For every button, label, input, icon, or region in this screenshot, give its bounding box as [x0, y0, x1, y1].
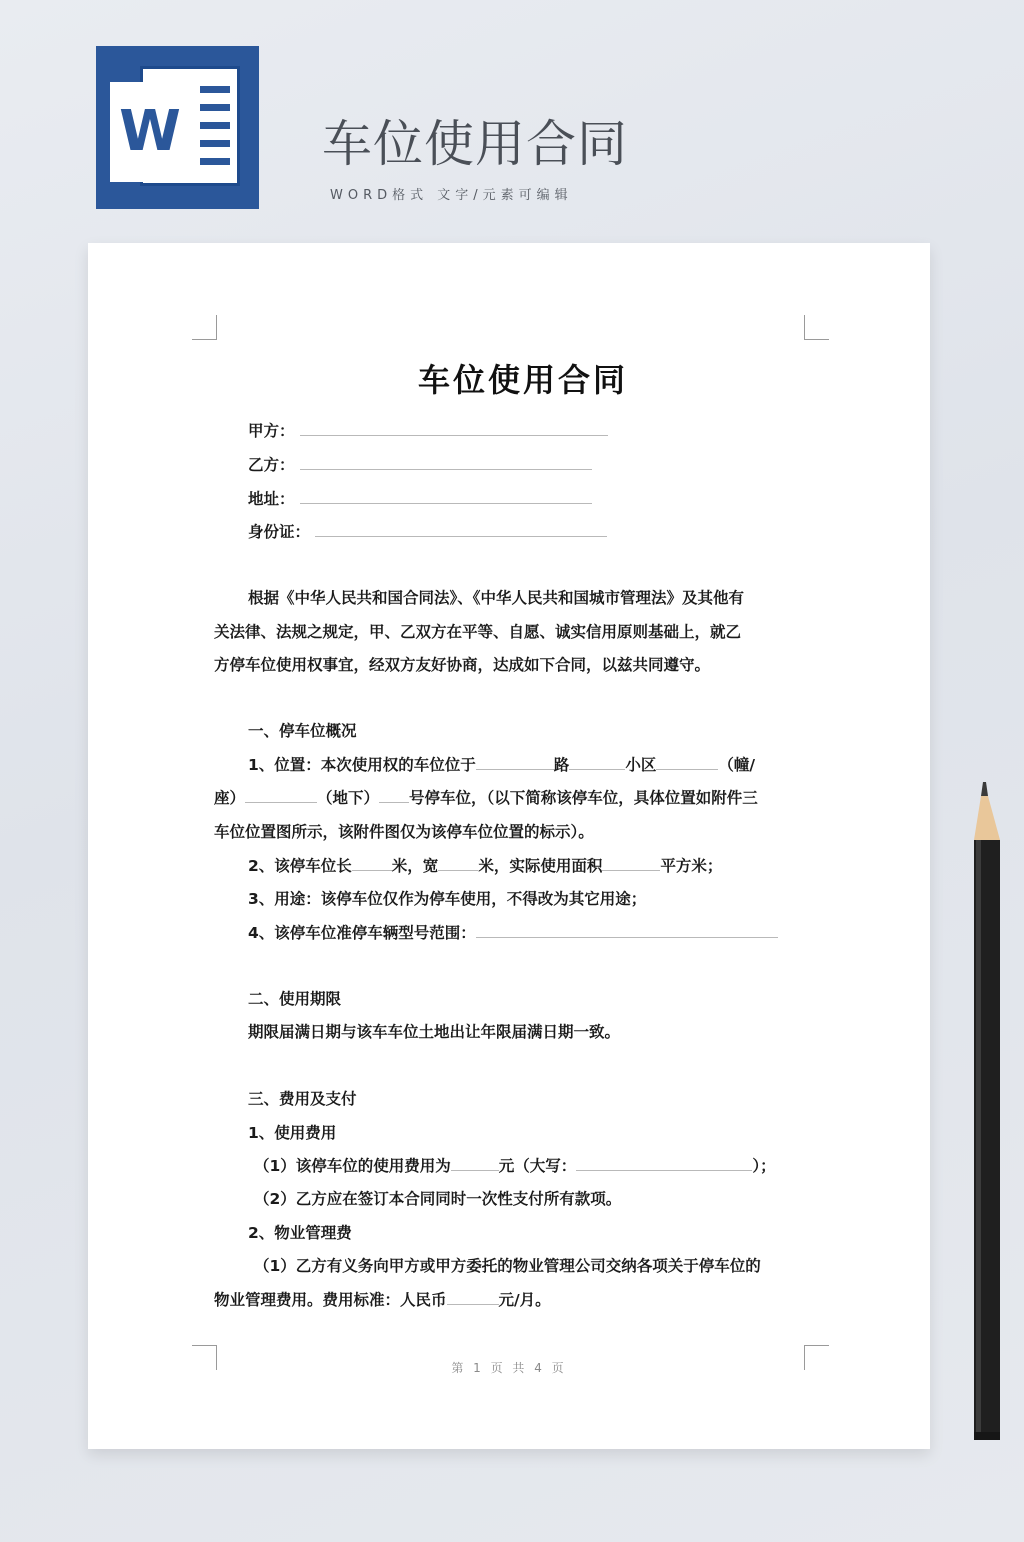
text-line-icon	[200, 104, 230, 111]
s1-item1-text-c: 小区	[625, 756, 657, 774]
id-card-blank[interactable]	[315, 520, 607, 537]
word-logo-icon	[96, 46, 259, 209]
page-number: 第 1 页 共 4 页	[451, 1361, 567, 1375]
s1-item1-text-a: 1、位置：本次使用权的车位位于	[248, 756, 476, 774]
s3-sub1: 1、使用费用	[248, 1124, 337, 1142]
width-blank[interactable]	[438, 854, 478, 871]
district-blank[interactable]	[569, 753, 625, 770]
s1-item2-text-a: 2、该停车位长	[248, 857, 352, 875]
s1-item1-line1	[248, 753, 755, 775]
s3-sub1-item2: （2）乙方应在签订本合同同时一次性支付所有款项。	[254, 1190, 622, 1208]
s1-item2-text-b: 米，宽	[391, 857, 439, 875]
party-b-blank[interactable]	[300, 453, 592, 470]
intro-line-2: 关法律、法规之规定，甲、乙双方在平等、自愿、诚实信用原则基础上，就乙	[214, 623, 742, 641]
party-b-label: 乙方：	[248, 456, 295, 474]
s3-sub2-item1-line2	[214, 1288, 551, 1310]
id-card-field	[248, 520, 607, 542]
party-a-field	[248, 419, 608, 441]
seat-blank[interactable]	[245, 786, 317, 803]
banner-title: 车位使用合同	[322, 115, 628, 173]
pencil-icon	[970, 782, 1004, 1444]
vehicle-type-blank[interactable]	[476, 921, 778, 938]
section-3-heading: 三、费用及支付	[248, 1090, 357, 1108]
area-blank[interactable]	[602, 854, 660, 871]
fee-uppercase-blank[interactable]	[576, 1154, 752, 1171]
word-letter: W	[110, 82, 190, 182]
s1-item4-text: 4、该停车位准停车辆型号范围：	[248, 924, 476, 942]
section-2-heading: 二、使用期限	[248, 990, 342, 1008]
address-label: 地址：	[248, 490, 295, 508]
s1-item4	[248, 921, 778, 943]
s3-sub1-item1	[254, 1154, 776, 1176]
mgmt-fee-text-c: 元/月。	[498, 1291, 551, 1309]
building-blank[interactable]	[656, 753, 718, 770]
document-page	[88, 243, 930, 1449]
intro-line-3: 方停车位使用权事宜，经双方友好协商，达成如下合同，以兹共同遵守。	[214, 656, 711, 674]
s1-item2	[248, 854, 722, 876]
party-b-field	[248, 453, 592, 475]
s1-item1-line3: 车位位置图所示，该附件图仅为该停车位位置的标示）。	[214, 823, 594, 841]
s1-item1-text-g: 号停车位，（以下简称该停车位，具体位置如附件三	[409, 789, 758, 807]
s1-item1-text-f: （地下）	[317, 789, 380, 807]
s3-sub2: 2、物业管理费	[248, 1224, 352, 1242]
address-field	[248, 487, 592, 509]
document-title: 车位使用合同	[417, 361, 628, 399]
section-2-text: 期限届满日期与该车车位土地出让年限届满日期一致。	[248, 1023, 621, 1041]
road-blank[interactable]	[476, 753, 554, 770]
s1-item2-text-d: 平方米；	[660, 857, 723, 875]
s1-item3: 3、用途：该停车位仅作为停车使用，不得改为其它用途；	[248, 890, 647, 908]
id-card-label: 身份证：	[248, 523, 311, 541]
text-line-icon	[200, 122, 230, 129]
mgmt-fee-text-b: 物业管理费用。费用标准：人民币	[214, 1291, 447, 1309]
text-line-icon	[200, 86, 230, 93]
text-line-icon	[200, 140, 230, 147]
section-1-heading: 一、停车位概况	[248, 722, 357, 740]
mgmt-fee-blank[interactable]	[447, 1288, 499, 1305]
address-blank[interactable]	[300, 487, 592, 504]
party-a-blank[interactable]	[300, 419, 608, 436]
corner-mark	[804, 315, 829, 340]
text-line-icon	[200, 158, 230, 165]
s1-item2-text-c: 米，实际使用面积	[478, 857, 603, 875]
corner-mark	[192, 315, 217, 340]
length-blank[interactable]	[352, 854, 392, 871]
fee-text-c: ）；	[752, 1157, 776, 1175]
s1-item1-text-e: 座）	[214, 789, 246, 807]
banner-subtitle: WORD格式 文字/元素可编辑	[330, 188, 573, 203]
space-number-blank[interactable]	[379, 786, 409, 803]
s1-item1-line2	[214, 786, 758, 808]
s1-item1-text-b: 路	[553, 756, 570, 774]
s1-item1-text-d: （幢/	[718, 756, 755, 774]
s3-sub2-item1-line1: （1）乙方有义务向甲方或甲方委托的物业管理公司交纳各项关于停车位的	[254, 1257, 761, 1275]
fee-text-b: 元（大写：	[498, 1157, 577, 1175]
party-a-label: 甲方：	[248, 422, 295, 440]
intro-line-1: 根据《中华人民共和国合同法》、《中华人民共和国城市管理法》及其他有	[248, 589, 745, 607]
fee-amount-blank[interactable]	[451, 1154, 499, 1171]
fee-text-a: （1）该停车位的使用费用为	[254, 1157, 451, 1175]
